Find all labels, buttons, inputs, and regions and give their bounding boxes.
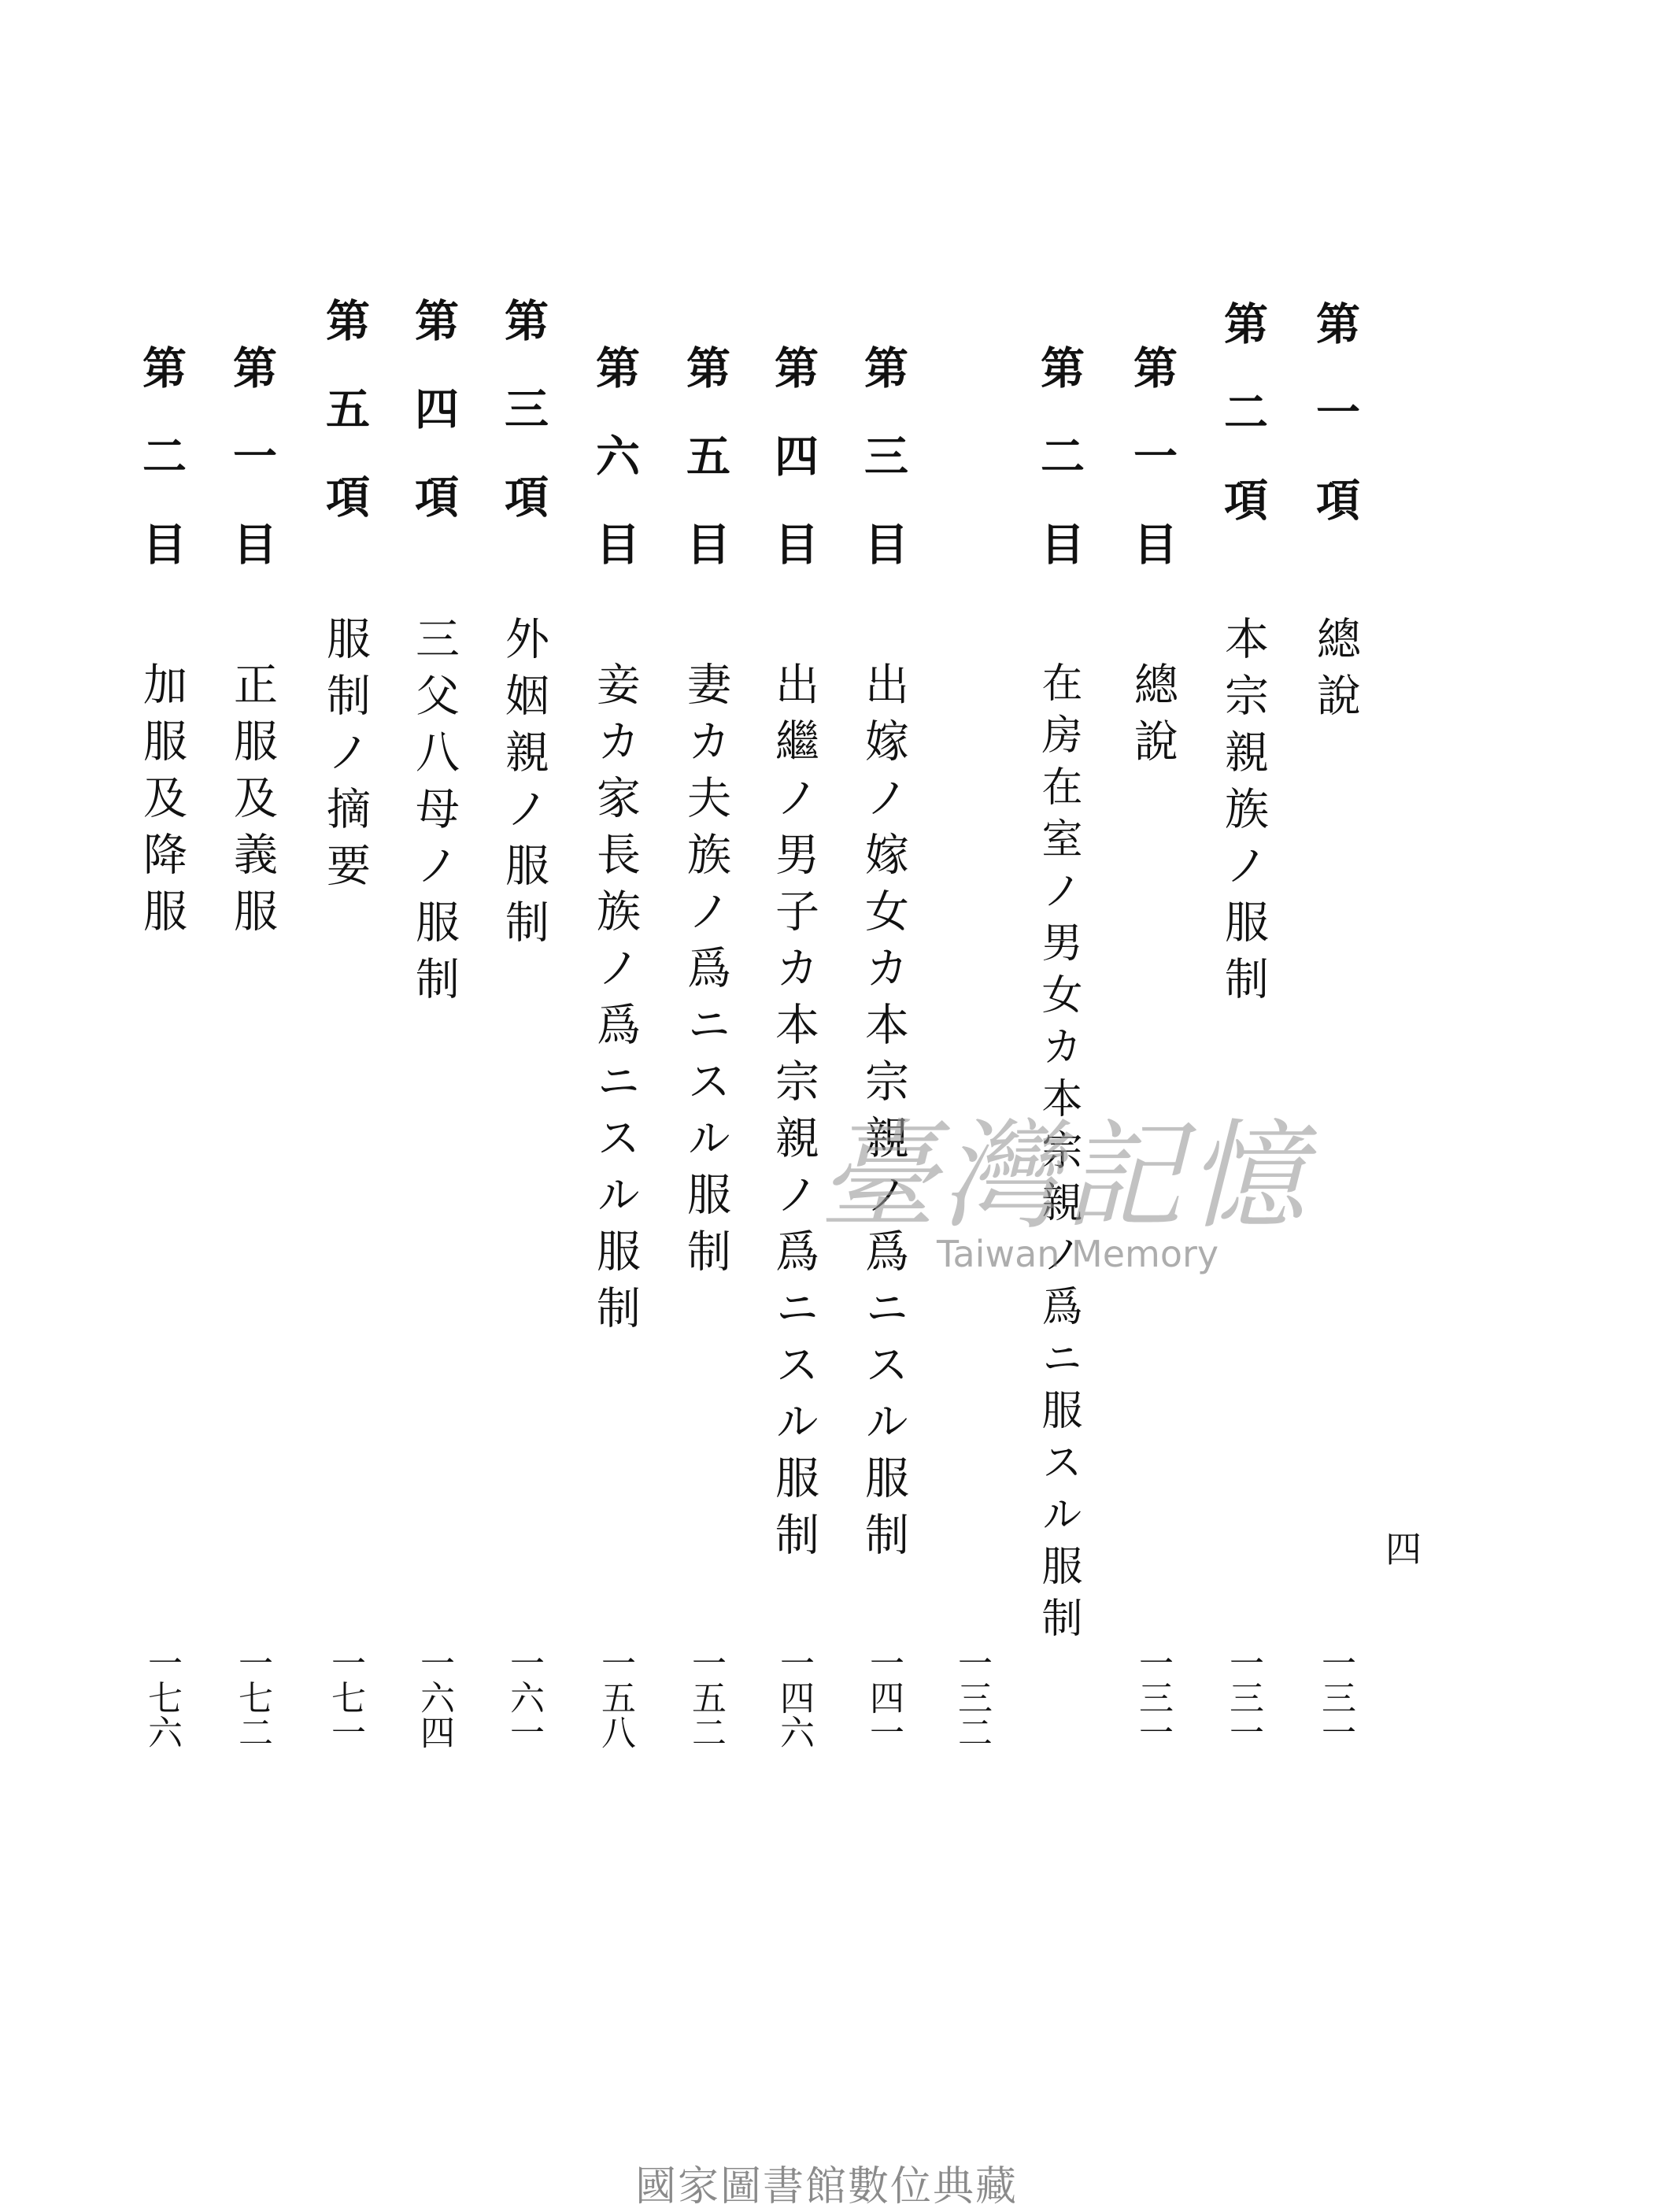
watermark-logo bbox=[819, 1108, 1322, 1291]
entry-title: 加服及降服 bbox=[136, 661, 187, 945]
entry-page-number: 一七二 bbox=[232, 1645, 272, 1749]
entry-heading: 第三目 bbox=[857, 345, 909, 609]
entry-heading: 第一目 bbox=[1126, 345, 1178, 609]
footer-credit: 國家圖書館數位典藏 bbox=[634, 2163, 1018, 2210]
entry-title: 妾カ家長族ノ爲ニスル服制 bbox=[590, 661, 641, 1341]
entry-page-number: 一五八 bbox=[595, 1645, 635, 1749]
entry-heading: 第二項 bbox=[1217, 301, 1269, 565]
entry-heading: 第四目 bbox=[767, 345, 819, 609]
entry-title: 妻カ夫族ノ爲ニスル服制 bbox=[680, 661, 731, 1285]
entry-page-number: 一三二 bbox=[952, 1645, 992, 1749]
page-number: 四 bbox=[1385, 1528, 1422, 1570]
entry-page-number: 一七一 bbox=[325, 1645, 365, 1749]
entry-page-number: 一三一 bbox=[1223, 1645, 1263, 1749]
watermark-text: 臺灣記憶 bbox=[819, 1108, 1311, 1245]
entry-heading: 第五項 bbox=[319, 298, 371, 562]
entry-title: 外姻親ノ服制 bbox=[498, 616, 549, 956]
entry-title: 出繼ノ男子カ本宗親ノ爲ニスル服制 bbox=[768, 661, 819, 1568]
entry-title: 正服及義服 bbox=[227, 661, 278, 945]
entry-title: 總說 bbox=[1127, 661, 1178, 775]
entry-title: 服制ノ摘要 bbox=[320, 616, 371, 899]
entry-heading: 第二目 bbox=[1034, 345, 1085, 609]
entry-page-number: 一六四 bbox=[414, 1645, 454, 1749]
entry-page-number: 一七六 bbox=[142, 1645, 182, 1749]
entry-page-number: 一六一 bbox=[504, 1645, 544, 1749]
entry-heading: 第二目 bbox=[135, 345, 187, 609]
entry-page-number: 一四一 bbox=[863, 1645, 904, 1749]
entry-page-number: 一三一 bbox=[1315, 1645, 1355, 1749]
entry-heading: 第四項 bbox=[408, 298, 460, 562]
entry-title: 在房在室ノ男女カ本宗親ノ爲ニ服スル服制 bbox=[1034, 661, 1082, 1648]
entry-heading: 第六目 bbox=[589, 345, 641, 609]
entry-heading: 第一項 bbox=[1309, 301, 1361, 565]
entry-heading: 第三項 bbox=[497, 298, 549, 562]
entry-page-number: 一三一 bbox=[1133, 1645, 1173, 1749]
watermark-subtext: Taiwan Memory bbox=[937, 1233, 1219, 1275]
entry-title: 總說 bbox=[1310, 616, 1361, 729]
entry-page-number: 一五二 bbox=[686, 1645, 726, 1749]
entry-heading: 第一目 bbox=[226, 345, 278, 609]
entry-title: 出嫁ノ嫁女カ本宗親ノ爲ニスル服制 bbox=[858, 661, 909, 1568]
entry-heading: 第五目 bbox=[679, 345, 731, 609]
entry-title: 本宗親族ノ服制 bbox=[1218, 616, 1269, 1012]
entry-title: 三父八母ノ服制 bbox=[409, 616, 460, 1012]
entry-page-number: 一四六 bbox=[774, 1645, 814, 1749]
